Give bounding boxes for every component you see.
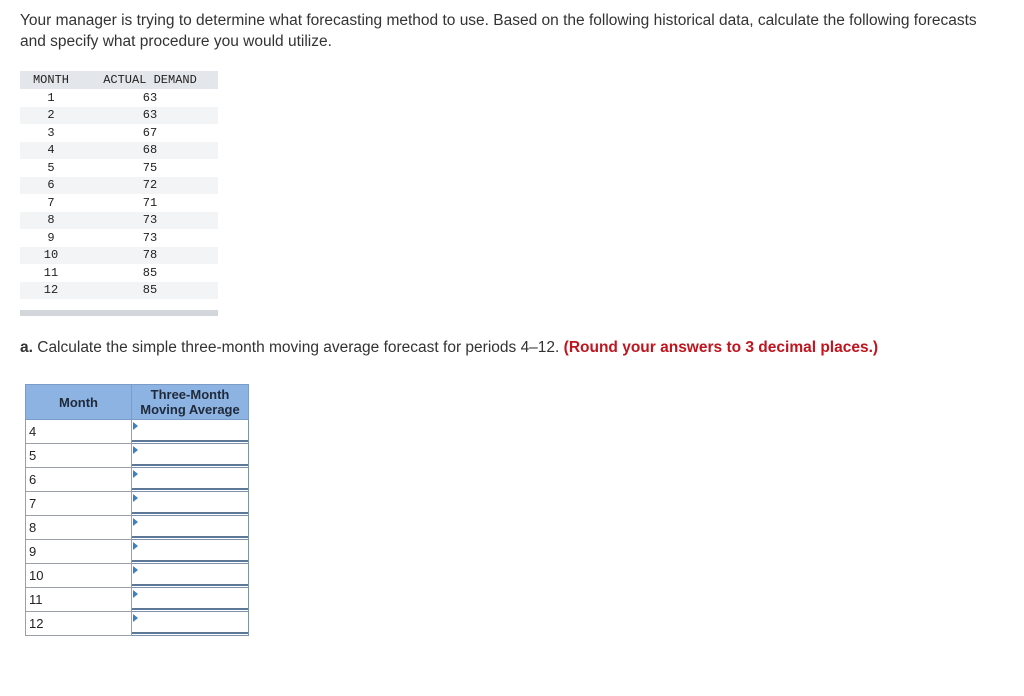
input-marker-icon <box>133 422 138 430</box>
month-cell: 11 <box>43 265 59 280</box>
answer-row <box>26 588 249 612</box>
question-text: Calculate the simple three-month moving average forecast for periods 4–12. <box>32 339 564 356</box>
historical-row <box>20 282 218 300</box>
moving-average-input[interactable] <box>132 565 248 586</box>
historical-row <box>20 89 218 107</box>
answer-month-cell: 11 <box>26 588 132 612</box>
moving-average-input[interactable] <box>132 445 248 466</box>
input-marker-icon <box>133 542 138 550</box>
month-cell: 12 <box>43 283 59 298</box>
demand-cell: 73 <box>142 230 158 245</box>
answer-row <box>26 420 249 444</box>
answer-input-cell <box>132 516 249 540</box>
historical-row <box>20 264 218 282</box>
input-marker-icon <box>133 518 138 526</box>
month-cell: 5 <box>47 160 55 175</box>
answer-table <box>25 384 249 636</box>
month-cell: 10 <box>43 248 59 263</box>
input-marker-icon <box>133 590 138 598</box>
historical-row <box>20 142 218 160</box>
rounding-instruction: (Round your answers to 3 decimal places.) <box>563 339 879 356</box>
input-marker-icon <box>133 566 138 574</box>
question-label: a. <box>20 339 33 356</box>
demand-cell: 73 <box>142 213 158 228</box>
answer-average-header-line1: Three-Month <box>150 387 230 402</box>
month-cell: 2 <box>47 108 55 123</box>
answer-input-cell <box>132 468 249 492</box>
moving-average-input[interactable] <box>132 421 248 442</box>
moving-average-input[interactable] <box>132 469 248 490</box>
month-cell: 6 <box>47 178 55 193</box>
demand-cell: 72 <box>142 178 158 193</box>
historical-row <box>20 247 218 265</box>
input-marker-icon <box>133 614 138 622</box>
answer-row <box>26 540 249 564</box>
historical-row <box>20 107 218 125</box>
answer-month-cell: 4 <box>26 420 132 444</box>
answer-row <box>26 444 249 468</box>
demand-cell: 85 <box>142 265 158 280</box>
demand-cell: 78 <box>142 248 158 263</box>
historical-data-table <box>20 71 218 316</box>
historical-row <box>20 177 218 195</box>
demand-cell: 75 <box>142 160 158 175</box>
answer-average-header-line2: Moving Average <box>140 402 240 417</box>
moving-average-input[interactable] <box>132 493 248 514</box>
moving-average-input[interactable] <box>132 517 248 538</box>
answer-input-cell <box>132 540 249 564</box>
answer-month-cell: 12 <box>26 612 132 636</box>
answer-month-cell: 8 <box>26 516 132 540</box>
answer-month-cell: 6 <box>26 468 132 492</box>
demand-cell: 85 <box>142 283 158 298</box>
answer-month-cell: 5 <box>26 444 132 468</box>
answer-input-cell <box>132 492 249 516</box>
month-cell: 7 <box>47 195 55 210</box>
demand-column-header: ACTUAL DEMAND <box>103 73 197 87</box>
answer-input-cell <box>132 612 249 636</box>
historical-row <box>20 229 218 247</box>
answer-input-cell <box>132 444 249 468</box>
historical-row <box>20 212 218 230</box>
answer-input-cell <box>132 588 249 612</box>
answer-month-header: Month <box>26 385 132 420</box>
historical-row <box>20 194 218 212</box>
answer-input-cell <box>132 420 249 444</box>
demand-cell: 68 <box>142 143 158 158</box>
answer-header-row <box>26 385 249 420</box>
answer-row <box>26 516 249 540</box>
input-marker-icon <box>133 494 138 502</box>
answer-input-cell <box>132 564 249 588</box>
input-marker-icon <box>133 470 138 478</box>
month-cell: 9 <box>47 230 55 245</box>
answer-average-header <box>132 385 249 420</box>
demand-cell: 63 <box>142 90 158 105</box>
answer-month-cell: 7 <box>26 492 132 516</box>
table-footer-bar <box>20 310 218 316</box>
historical-row <box>20 159 218 177</box>
answer-row <box>26 564 249 588</box>
month-cell: 8 <box>47 213 55 228</box>
answer-month-cell: 9 <box>26 540 132 564</box>
question-a <box>20 337 1010 358</box>
month-column-header: MONTH <box>32 73 69 87</box>
answer-month-cell: 10 <box>26 564 132 588</box>
month-cell: 1 <box>47 90 55 105</box>
demand-cell: 63 <box>142 108 158 123</box>
historical-header-row <box>20 71 218 89</box>
answer-row <box>26 468 249 492</box>
answer-row <box>26 492 249 516</box>
moving-average-input[interactable] <box>132 589 248 610</box>
answer-row <box>26 612 249 636</box>
demand-cell: 67 <box>142 125 158 140</box>
problem-statement <box>20 10 980 52</box>
historical-row <box>20 124 218 142</box>
month-cell: 4 <box>47 143 55 158</box>
moving-average-input[interactable] <box>132 613 248 634</box>
problem-statement-text: Your manager is trying to determine what forecasting method to use. Based on the following historical data, calculate the following forecasts and specify what procedure you would utilize. <box>20 12 977 50</box>
moving-average-input[interactable] <box>132 541 248 562</box>
demand-cell: 71 <box>142 195 158 210</box>
month-cell: 3 <box>47 125 55 140</box>
input-marker-icon <box>133 446 138 454</box>
